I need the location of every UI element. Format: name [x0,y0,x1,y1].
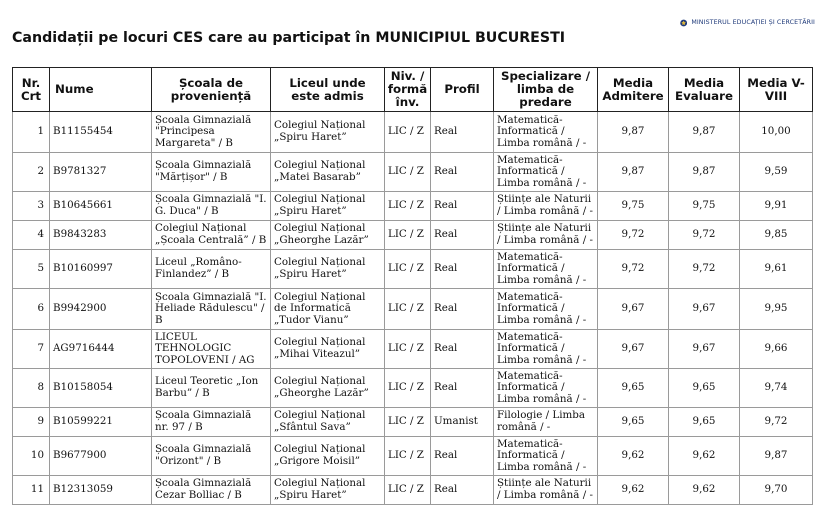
cell-media-admitere: 9,87 [598,153,669,192]
cell-media-admitere: 9,65 [598,408,669,437]
cell-liceu: Colegiul Național „Spiru Haret” [271,192,385,221]
ministry-crest-icon [680,15,687,31]
col-header-media-admitere: Media Admitere [598,68,669,112]
cell-profil: Real [431,112,494,153]
table-row [13,476,813,505]
cell-scoala: LICEUL TEHNOLOGIC TOPOLOVENI / AG [152,330,271,369]
table-row [13,192,813,221]
col-header-specializare: Specializare / limba de predare [494,68,598,112]
col-header-media-v-viii: Media V-VIII [740,68,813,112]
table-row [13,153,813,192]
cell-nume: B9843283 [50,221,152,250]
table-row [13,330,813,369]
cell-nr: 9 [13,408,50,437]
cell-media-v-viii: 9,66 [740,330,813,369]
cell-media-v-viii: 9,74 [740,369,813,408]
cell-profil: Umanist [431,408,494,437]
cell-nivel: LIC / Z [385,437,431,476]
cell-media-admitere: 9,72 [598,221,669,250]
cell-specializare: Matematică-Informatică / Limba română / - [494,250,598,289]
cell-profil: Real [431,153,494,192]
cell-profil: Real [431,289,494,330]
cell-scoala: Școala Gimnazială "I. G. Duca" / B [152,192,271,221]
cell-nr: 1 [13,112,50,153]
cell-specializare: Matematică-Informatică / Limba română / - [494,153,598,192]
cell-media-v-viii: 9,85 [740,221,813,250]
cell-liceu: Colegiul Național „Spiru Haret” [271,250,385,289]
cell-media-admitere: 9,65 [598,369,669,408]
cell-media-evaluare: 9,87 [669,153,740,192]
cell-scoala: Școala Gimnazială Cezar Bolliac / B [152,476,271,505]
cell-liceu: Colegiul Național de Informatică „Tudor Vianu” [271,289,385,330]
cell-liceu: Colegiul Național „Gheorghe Lazăr” [271,369,385,408]
cell-specializare: Științe ale Naturii / Limba română / - [494,476,598,505]
cell-nume: B12313059 [50,476,152,505]
cell-nr: 8 [13,369,50,408]
table-row [13,112,813,153]
cell-media-admitere: 9,62 [598,476,669,505]
cell-media-admitere: 9,87 [598,112,669,153]
cell-scoala: Colegiul Național „Școala Centrală” / B [152,221,271,250]
cell-media-v-viii: 9,70 [740,476,813,505]
cell-nr: 10 [13,437,50,476]
cell-nume: B10599221 [50,408,152,437]
cell-media-admitere: 9,72 [598,250,669,289]
cell-profil: Real [431,369,494,408]
cell-nume: B9677900 [50,437,152,476]
cell-media-v-viii: 9,95 [740,289,813,330]
cell-profil: Real [431,250,494,289]
table-row [13,437,813,476]
col-header-liceu: Liceul unde este admis [271,68,385,112]
col-header-scoala: Școala de proveniență [152,68,271,112]
cell-media-admitere: 9,75 [598,192,669,221]
cell-nume: B9942900 [50,289,152,330]
cell-media-admitere: 9,67 [598,330,669,369]
table-header-row [13,68,813,112]
cell-media-evaluare: 9,67 [669,330,740,369]
table-row [13,369,813,408]
cell-specializare: Filologie / Limba română / - [494,408,598,437]
cell-nr: 5 [13,250,50,289]
cell-scoala: Școala Gimnazială nr. 97 / B [152,408,271,437]
cell-nivel: LIC / Z [385,476,431,505]
cell-scoala: Liceul „Româno-Finlandez” / B [152,250,271,289]
cell-nr: 3 [13,192,50,221]
cell-nume: B9781327 [50,153,152,192]
logo-text: MINISTERUL EDUCAȚIEI ȘI CERCETĂRII [691,18,815,26]
table-row [13,250,813,289]
table-row [13,221,813,250]
cell-scoala: Școala Gimnazială "I. Heliade Rădulescu" / B [152,289,271,330]
cell-nume: B10160997 [50,250,152,289]
col-header-media-evaluare: Media Evaluare [669,68,740,112]
cell-nivel: LIC / Z [385,192,431,221]
cell-profil: Real [431,437,494,476]
cell-nume: B11155454 [50,112,152,153]
cell-profil: Real [431,330,494,369]
cell-media-v-viii: 9,91 [740,192,813,221]
cell-liceu: Colegiul Național „Spiru Haret” [271,476,385,505]
cell-liceu: Colegiul Național „Matei Basarab” [271,153,385,192]
results-table [12,67,813,505]
cell-scoala: Liceul Teoretic „Ion Barbu” / B [152,369,271,408]
cell-specializare: Științe ale Naturii / Limba română / - [494,192,598,221]
cell-scoala: Școala Gimnazială "Mărțișor" / B [152,153,271,192]
cell-nr: 11 [13,476,50,505]
cell-nivel: LIC / Z [385,369,431,408]
cell-specializare: Matematică-Informatică / Limba română / - [494,289,598,330]
cell-specializare: Matematică-Informatică / Limba română / - [494,330,598,369]
col-header-nume: Nume [50,68,152,112]
cell-nr: 2 [13,153,50,192]
cell-media-v-viii: 9,87 [740,437,813,476]
cell-media-admitere: 9,67 [598,289,669,330]
cell-liceu: Colegiul Național „Sfântul Sava” [271,408,385,437]
table-row [13,408,813,437]
cell-media-v-viii: 9,72 [740,408,813,437]
page-title: Candidații pe locuri CES care au participat în MUNICIPIUL BUCURESTI [12,30,566,46]
cell-profil: Real [431,192,494,221]
cell-media-evaluare: 9,65 [669,369,740,408]
cell-specializare: Matematică-Informatică / Limba română / - [494,369,598,408]
cell-nivel: LIC / Z [385,330,431,369]
cell-profil: Real [431,221,494,250]
cell-nume: B10645661 [50,192,152,221]
cell-media-v-viii: 10,00 [740,112,813,153]
cell-nr: 4 [13,221,50,250]
cell-media-v-viii: 9,59 [740,153,813,192]
cell-specializare: Matematică-Informatică / Limba română / - [494,437,598,476]
cell-specializare: Științe ale Naturii / Limba română / - [494,221,598,250]
cell-liceu: Colegiul Național „Grigore Moisil” [271,437,385,476]
cell-scoala: Școala Gimnazială "Orizont" / B [152,437,271,476]
ministry-logo [680,12,815,34]
cell-media-evaluare: 9,62 [669,476,740,505]
cell-media-evaluare: 9,72 [669,221,740,250]
cell-nivel: LIC / Z [385,408,431,437]
cell-media-evaluare: 9,75 [669,192,740,221]
col-header-nr: Nr. Crt [13,68,50,112]
cell-nume: B10158054 [50,369,152,408]
cell-nivel: LIC / Z [385,112,431,153]
cell-media-v-viii: 9,61 [740,250,813,289]
cell-media-evaluare: 9,62 [669,437,740,476]
cell-liceu: Colegiul Național „Mihai Viteazul” [271,330,385,369]
cell-media-evaluare: 9,87 [669,112,740,153]
cell-liceu: Colegiul Național „Gheorghe Lazăr” [271,221,385,250]
cell-profil: Real [431,476,494,505]
cell-media-evaluare: 9,65 [669,408,740,437]
col-header-profil: Profil [431,68,494,112]
cell-nume: AG9716444 [50,330,152,369]
cell-nivel: LIC / Z [385,221,431,250]
cell-media-evaluare: 9,72 [669,250,740,289]
col-header-nivel: Niv. / formă înv. [385,68,431,112]
cell-scoala: Școala Gimnazială "Principesa Margareta" / B [152,112,271,153]
cell-specializare: Matematică-Informatică / Limba română / - [494,112,598,153]
cell-media-admitere: 9,62 [598,437,669,476]
table-row [13,289,813,330]
cell-nivel: LIC / Z [385,250,431,289]
cell-media-evaluare: 9,67 [669,289,740,330]
cell-nivel: LIC / Z [385,153,431,192]
cell-nr: 7 [13,330,50,369]
cell-nr: 6 [13,289,50,330]
cell-liceu: Colegiul Național „Spiru Haret” [271,112,385,153]
cell-nivel: LIC / Z [385,289,431,330]
